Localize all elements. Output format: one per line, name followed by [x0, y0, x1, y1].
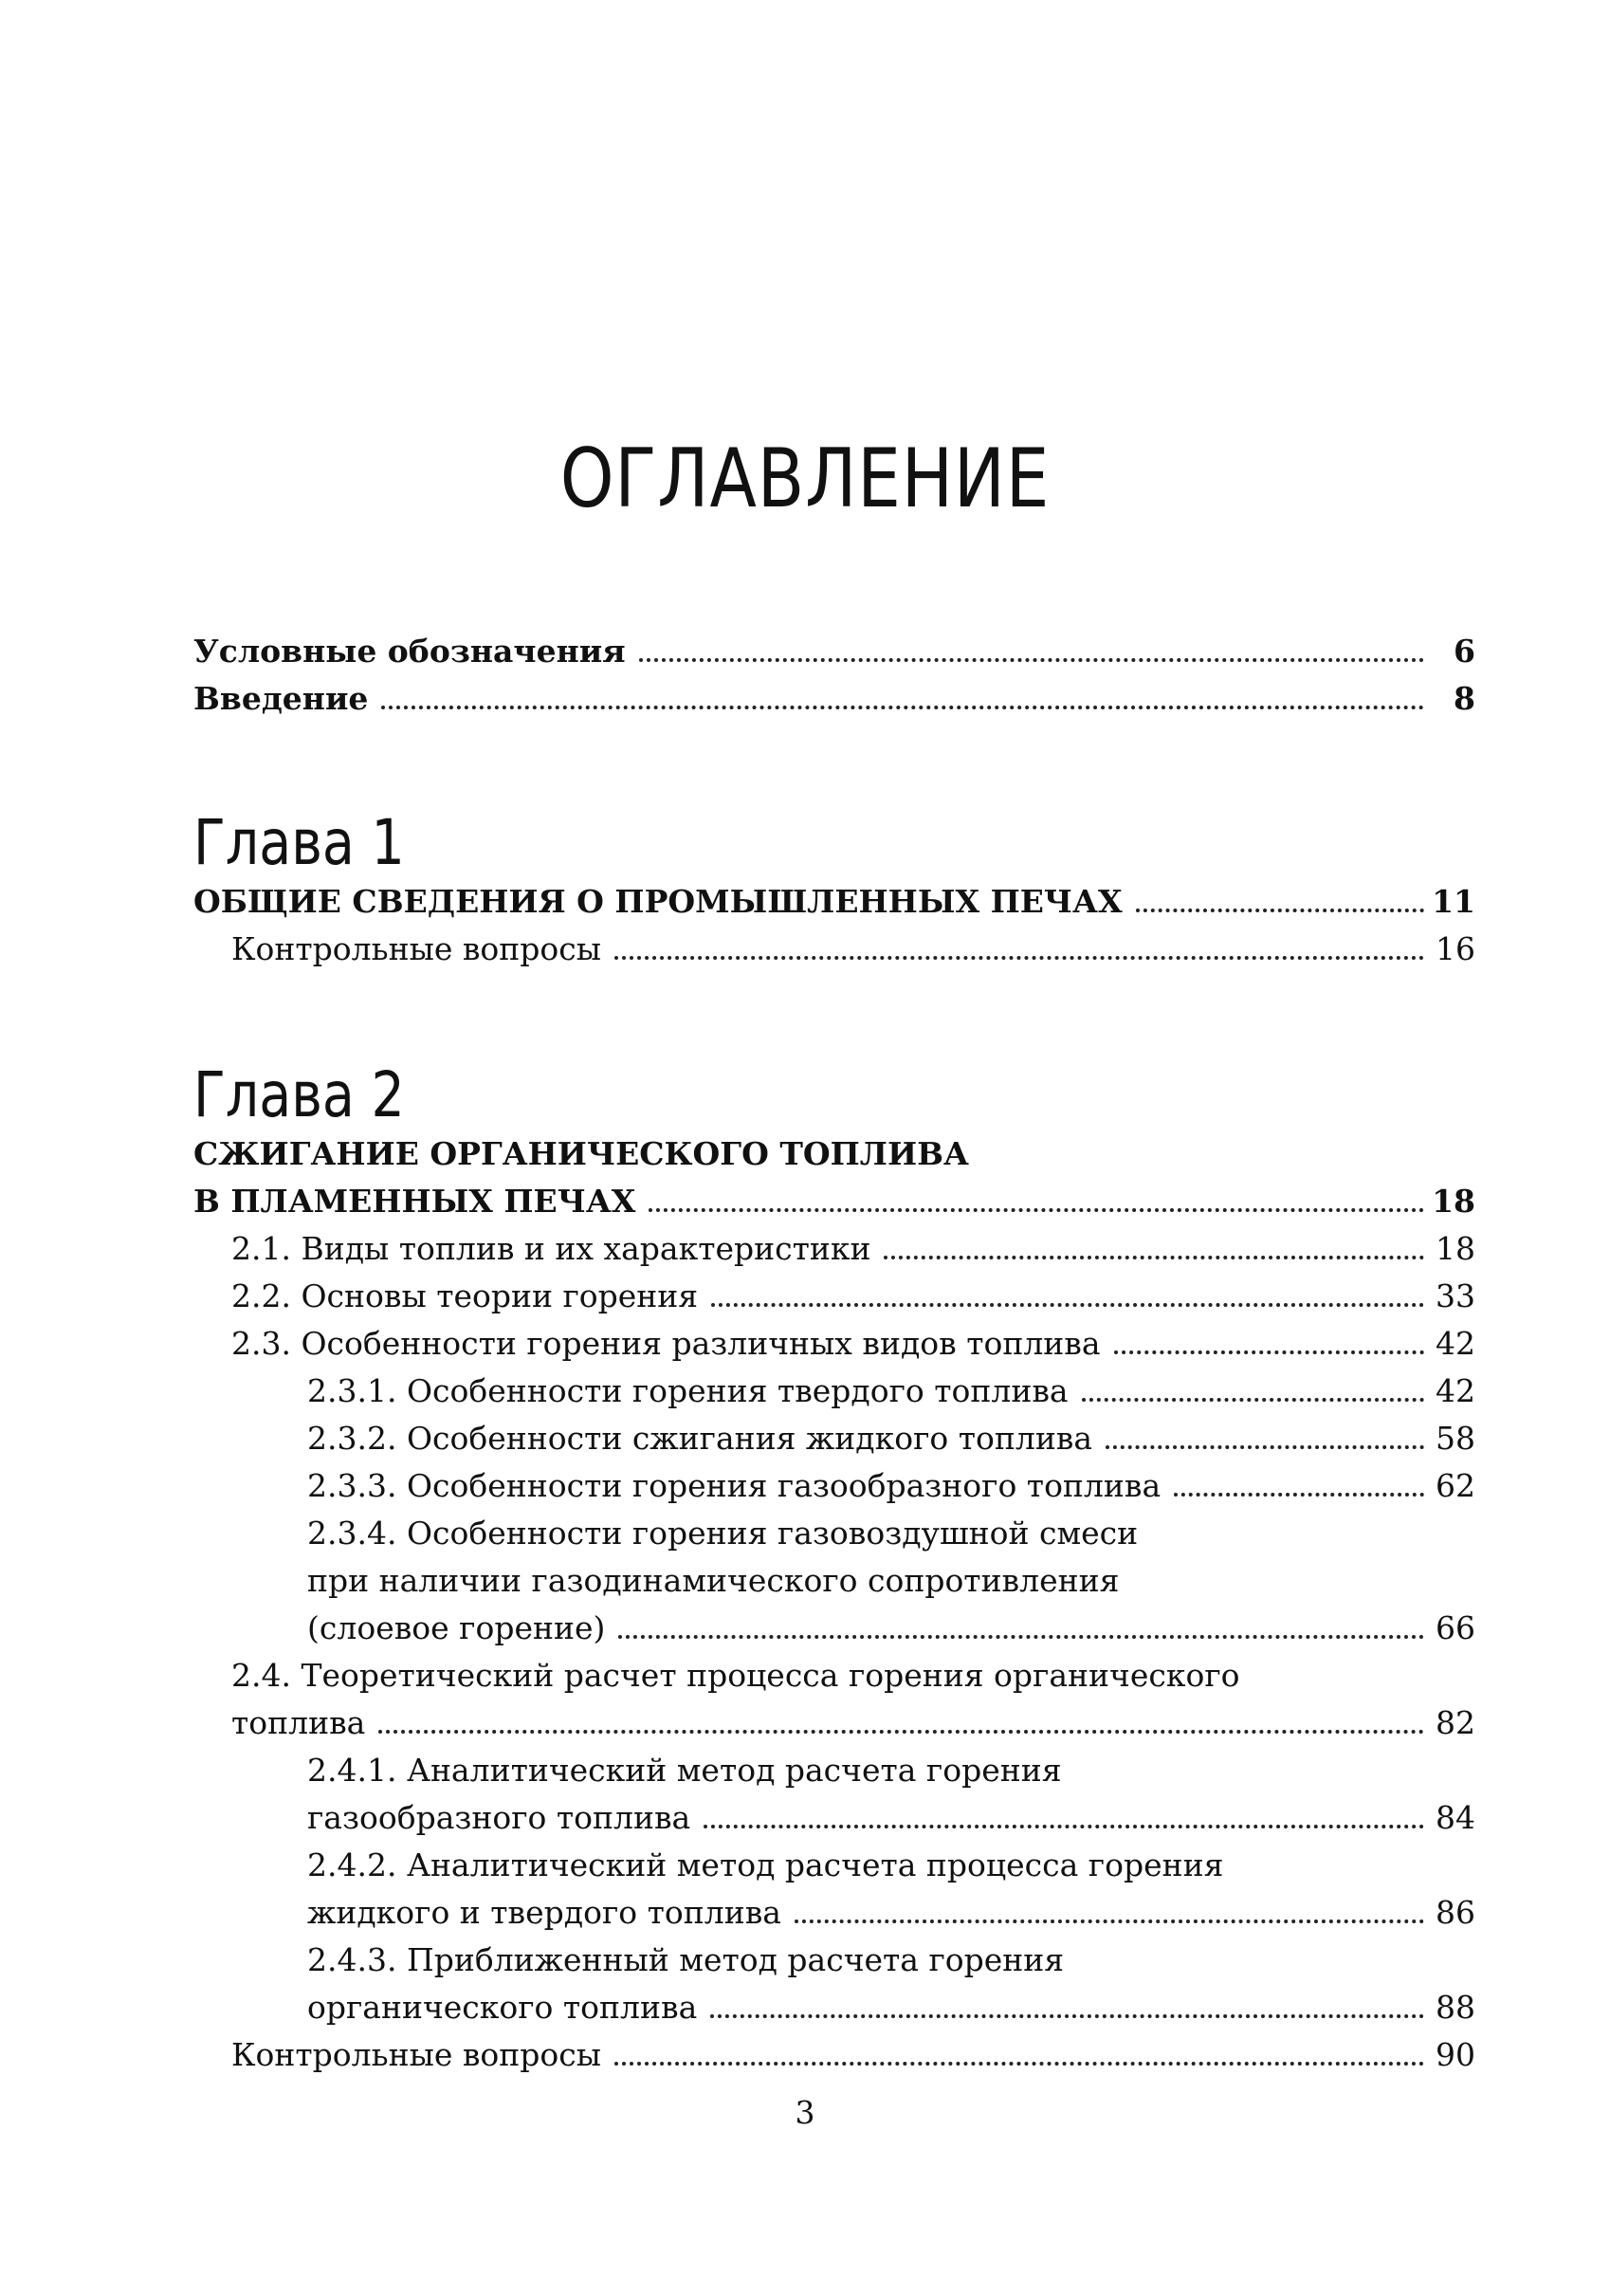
toc-entry-2-3-4-line1: 2.3.4. Особенности горения газовоздушной смеси [307, 1515, 1139, 1552]
toc-entry-2-3-4-line2: при наличии газодинамического сопротивления [307, 1562, 1120, 1599]
leader-dots [1106, 1445, 1424, 1449]
toc-entry-intro [193, 675, 1475, 723]
toc-page-number: 6 [1454, 633, 1475, 670]
leader-dots [614, 2062, 1424, 2066]
toc-entry-2-3 [193, 1320, 1475, 1368]
leader-dots [1082, 1398, 1424, 1402]
toc-entry-text: жидкого и твердого топлива [307, 1894, 781, 1931]
toc-entry-2-4-3-line1: 2.4.3. Приближенный метод расчета горения [307, 1941, 1065, 1978]
leader-dots [1174, 1493, 1424, 1497]
page-number: 3 [795, 2094, 815, 2131]
toc-entry-2-4-line1: 2.4. Теоретический расчет процесса горения органического [231, 1657, 1240, 1694]
toc-page-number: 84 [1436, 1799, 1475, 1836]
leader-dots [614, 956, 1424, 960]
toc-page-number: 66 [1436, 1609, 1475, 1646]
toc-page-number: 8 [1454, 680, 1475, 717]
toc-entry-text: топлива [231, 1704, 366, 1741]
toc-entry-text: Контрольные вопросы [231, 2036, 602, 2073]
toc-page-number: 82 [1436, 1704, 1475, 1741]
leader-dots [704, 1825, 1424, 1828]
toc-entry-2-4-3 [193, 1984, 1475, 2031]
chapter-2-label: Глава 2 [193, 1058, 405, 1131]
front-matter [193, 628, 1475, 723]
toc-entry-text: ОБЩИЕ СВЕДЕНИЯ О ПРОМЫШЛЕННЫХ ПЕЧАХ [193, 883, 1123, 920]
toc-entry-2-3-2 [193, 1415, 1475, 1462]
toc-entry-2-4-1 [193, 1794, 1475, 1842]
toc-entry-2-2 [193, 1273, 1475, 1320]
toc-entry-chapter-2 [193, 1178, 1475, 1225]
toc-entry-chapter-1 [193, 878, 1475, 926]
leader-dots [710, 2014, 1424, 2018]
toc-page-number: 16 [1436, 930, 1475, 967]
toc-page-number: 88 [1436, 1989, 1475, 2026]
toc-entry-ch2-questions [193, 2031, 1475, 2079]
toc-entry-text: В ПЛАМЕННЫХ ПЕЧАХ [193, 1183, 636, 1220]
toc-entry-symbols [193, 628, 1475, 675]
toc-page-number: 86 [1436, 1894, 1475, 1931]
toc-entry-ch1-questions [193, 926, 1475, 973]
toc-page-number: 62 [1436, 1467, 1475, 1504]
leader-dots [639, 658, 1424, 662]
toc-entry-text: органического топлива [307, 1989, 698, 2026]
toc-entry-text: 2.3.2. Особенности сжигания жидкого топлива [307, 1420, 1093, 1457]
toc-entry-text: Введение [193, 680, 369, 717]
toc-entry-text: 2.2. Основы теории горения [231, 1277, 699, 1314]
leader-dots [711, 1303, 1424, 1307]
toc-entry-text: 2.3. Особенности горения различных видов топлива [231, 1325, 1101, 1362]
toc-entry-2-4-2 [193, 1889, 1475, 1937]
toc-page-number: 42 [1436, 1372, 1475, 1409]
chapter-2-entries [193, 1130, 1475, 2079]
toc-entry-text: 2.3.1. Особенности горения твердого топлива [307, 1372, 1069, 1409]
page-title: ОГЛАВЛЕНИЕ [559, 432, 1051, 526]
toc-page-number: 58 [1436, 1420, 1475, 1457]
toc-entry-chapter-2-line1: СЖИГАНИЕ ОРГАНИЧЕСКОГО ТОПЛИВА [193, 1135, 969, 1172]
leader-dots [884, 1256, 1424, 1259]
leader-dots [381, 706, 1424, 709]
chapter-1-label: Глава 1 [193, 806, 405, 879]
toc-entry-text: (слоевое горение) [307, 1609, 606, 1646]
leader-dots [618, 1635, 1424, 1639]
toc-entry-2-4 [193, 1699, 1475, 1747]
toc-entry-2-4-2-line1: 2.4.2. Аналитический метод расчета процесса горения [307, 1846, 1224, 1883]
toc-page-number: 33 [1436, 1277, 1475, 1314]
leader-dots [1136, 909, 1424, 912]
toc-entry-2-1 [193, 1225, 1475, 1273]
chapter-1-entries [193, 878, 1475, 973]
toc-page-number: 11 [1432, 883, 1475, 920]
toc-page-number: 42 [1436, 1325, 1475, 1362]
toc-entry-2-3-3 [193, 1462, 1475, 1510]
leader-dots [1114, 1350, 1424, 1354]
toc-page-number: 90 [1436, 2036, 1475, 2073]
toc-entry-2-3-1 [193, 1368, 1475, 1415]
toc-entry-2-3-4 [193, 1605, 1475, 1652]
toc-entry-text: газообразного топлива [307, 1799, 691, 1836]
toc-page-number: 18 [1436, 1230, 1475, 1267]
leader-dots [649, 1208, 1424, 1212]
toc-entry-text: 2.1. Виды топлив и их характеристики [231, 1230, 871, 1267]
toc-entry-text: Контрольные вопросы [231, 930, 602, 967]
leader-dots [795, 1919, 1424, 1923]
leader-dots [378, 1730, 1424, 1734]
toc-page-number: 18 [1432, 1183, 1475, 1220]
toc-entry-text: 2.3.3. Особенности горения газообразного топлива [307, 1467, 1162, 1504]
toc-entry-text: Условные обозначения [193, 633, 626, 670]
toc-entry-2-4-1-line1: 2.4.1. Аналитический метод расчета горения [307, 1752, 1062, 1789]
